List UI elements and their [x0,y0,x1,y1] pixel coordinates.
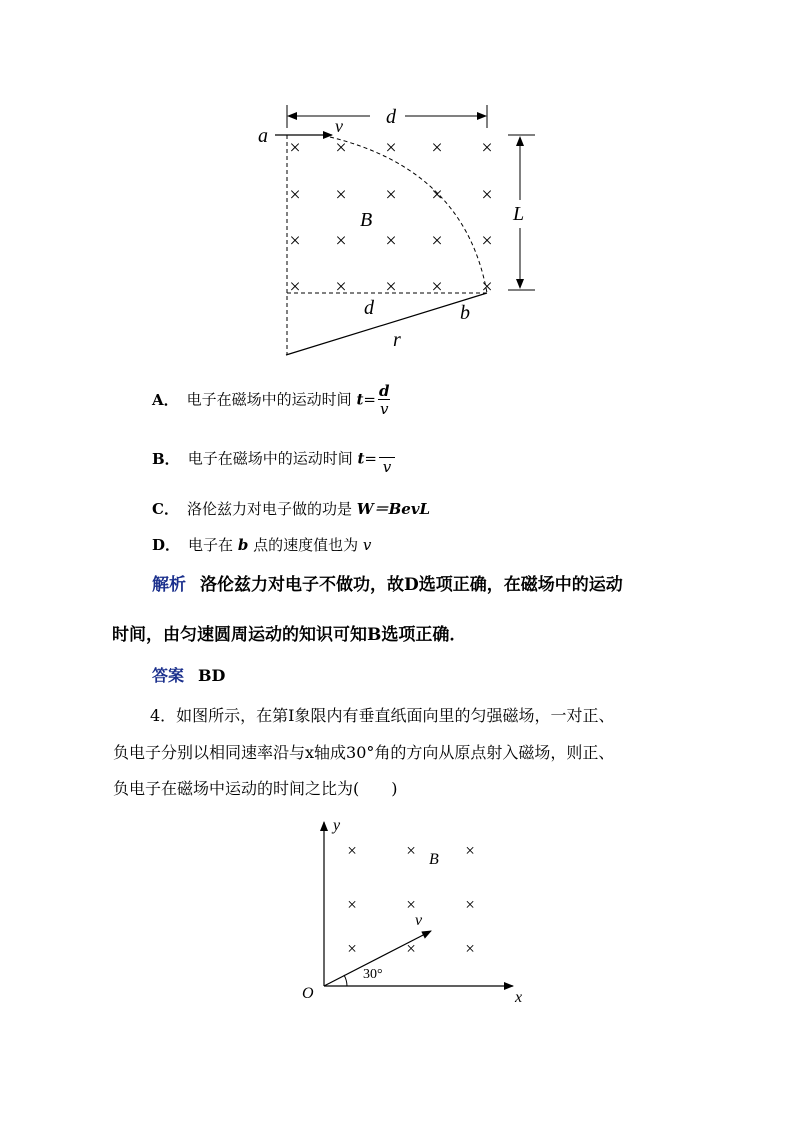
figure-2-quadrant-diagram [295,812,545,1012]
option-b-var: t [357,449,365,468]
field-cross: × [289,276,301,298]
label-angle: 30° [363,967,383,982]
field-cross: × [431,184,443,206]
option-c-formula: W＝BevL [356,500,431,518]
field-cross: × [289,230,301,252]
fraction-numerator [379,444,395,458]
radius-line [286,293,487,355]
option-a-eq: = [363,390,376,409]
field-crosses [289,137,492,298]
label-v-2: v [415,912,423,929]
option-d-var: v [362,536,372,554]
field-cross: × [465,841,475,860]
label-y: y [333,817,341,834]
question-4-line-3: 负电子在磁场中运动的时间之比为( ) [113,779,398,798]
field-cross: × [465,895,475,914]
trajectory-arc [330,137,487,293]
option-d-label: D． [152,536,181,554]
figure-1-magnetic-field-diagram [250,100,550,365]
field-cross: × [406,841,416,860]
field-cross: × [481,276,493,298]
analysis-text-1: 洛伦兹力对电子不做功，故D选项正确，在磁场中的运动 [200,575,623,595]
answer-value: BD [198,666,226,685]
field-cross: × [481,230,493,252]
field-cross: × [289,137,301,159]
option-a-fraction [378,384,391,417]
label-B: B [360,209,373,231]
label-B-2: B [429,851,439,868]
field-cross: × [465,939,475,958]
field-cross: × [335,230,347,252]
fraction-numerator: d [378,382,390,400]
field-cross: × [385,137,397,159]
field-cross: × [481,184,493,206]
field-cross: × [406,939,416,958]
label-x: x [515,989,523,1006]
question-4-line-1: 4．如图所示，在第Ⅰ象限内有垂直纸面向里的匀强磁场，一对正、 [150,706,615,725]
angle-arc [344,975,347,986]
option-a-var: t [356,390,364,409]
option-b-fraction [379,444,395,475]
label-d-top: d [386,106,396,128]
field-cross: × [481,137,493,159]
option-a [152,384,390,417]
option-a-text: 电子在磁场中的运动时间 [186,390,352,409]
field-cross: × [335,137,347,159]
field-cross: × [431,230,443,252]
option-c [152,498,430,519]
field-cross: × [347,841,357,860]
field-cross: × [431,276,443,298]
option-d-text-after: 点的速度值也为 [253,536,359,554]
field-cross: × [347,895,357,914]
label-v: v [335,116,343,136]
field-cross: × [431,137,443,159]
label-L: L [513,203,525,225]
option-b-label: B． [152,449,180,468]
option-b [152,444,395,475]
fraction-denominator: v [382,458,392,476]
option-c-text: 洛伦兹力对电子做的功是 [186,500,352,518]
analysis-line-2: 时间，由匀速圆周运动的知识可知B选项正确． [112,625,467,645]
analysis-tag: 解析 [152,575,186,595]
option-d-point: b [237,536,249,554]
field-cross: × [406,895,416,914]
fraction-denominator: v [379,400,389,418]
field-cross: × [347,939,357,958]
option-b-text: 电子在磁场中的运动时间 [187,449,353,468]
label-b: b [460,302,470,324]
option-b-eq: = [364,449,377,468]
label-r: r [393,329,401,351]
option-c-label: C． [152,500,179,518]
answer-line [152,663,225,686]
option-a-label: A． [152,390,179,409]
answer-tag: 答案 [152,666,185,685]
field-cross: × [335,276,347,298]
option-d-text-before: 电子在 [188,536,234,554]
question-4-line-2: 负电子分别以相同速率沿与x轴成30°角的方向从原点射入磁场，则正、 [113,743,615,762]
field-cross: × [385,276,397,298]
field-cross: × [385,184,397,206]
option-d [152,534,371,555]
field-cross: × [335,184,347,206]
field-crosses-2 [347,841,475,958]
label-d-bottom: d [364,297,374,319]
label-a: a [258,125,268,147]
analysis-line-1 [152,570,623,595]
field-cross: × [385,230,397,252]
field-cross: × [289,184,301,206]
label-O: O [302,985,314,1002]
